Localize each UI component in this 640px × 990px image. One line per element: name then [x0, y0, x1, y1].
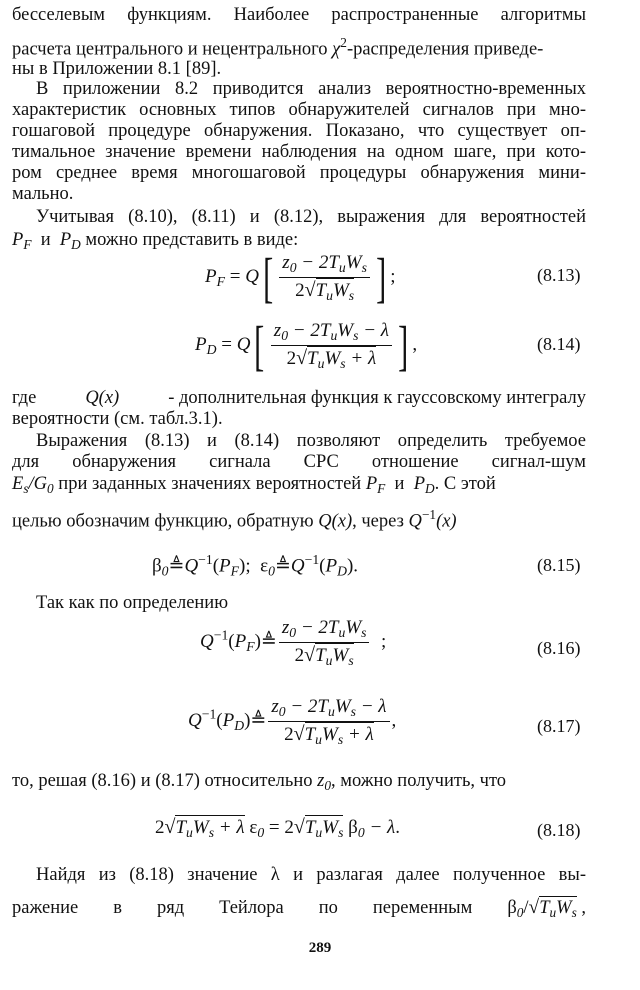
eq14-lhs-sub: D	[206, 342, 217, 357]
pf-sub: F	[23, 236, 32, 252]
beta-symbol: β	[152, 555, 162, 577]
p7-pre: то, решая (8.16) и (8.17) относительно	[12, 771, 313, 791]
p8-word-2: в	[113, 898, 122, 918]
p2-line1: В приложении 8.2 приводится анализ вероятностно-временных	[36, 79, 586, 99]
eq14-plus-lambda: + λ	[345, 347, 377, 369]
p2-line3: гошаговой процедуре обнаружения. Показано, что существует оп-	[12, 121, 586, 141]
eq13-lhs-sub: F	[216, 274, 225, 289]
equation-8-18: $2√T_иW_s + \lambda$ $\varepsilon_0 = 2√T_иW_s$ $\beta_0 - \lambda$.	[155, 816, 400, 841]
p5-line4	[12, 508, 457, 531]
z-symbol: z	[282, 251, 290, 273]
p5-line4-mid: , через	[352, 511, 404, 532]
p1-line3: ны в Приложении 8.1 [89].	[12, 59, 222, 79]
eq17-fraction: $\frac{z_0 - 2T_иW_s - \lambda}{2√T_иW_s + \lambda}$	[268, 697, 389, 747]
chi-symbol: χ	[332, 39, 341, 60]
defeq-2: ≜	[274, 555, 291, 577]
pd-symbol: P	[59, 230, 72, 250]
p8-word-1: ражение	[12, 898, 79, 918]
p8-line1: Найдя из (8.18) значение λ и разлагая далее полученное вы-	[36, 865, 586, 885]
p8-word-5: по	[318, 898, 338, 918]
w-sub: s	[361, 259, 367, 275]
p3-tail: можно представить в виде:	[85, 230, 299, 250]
eq13-num-rest: − 2T	[296, 251, 339, 273]
page-number: 289	[308, 940, 332, 956]
eq16-fraction: $\frac{z_0 - 2T_иW_s}{2√T_иW_s}$	[279, 618, 370, 668]
p2-line4: тимальное значение времени наблюдения на одном шаге, при кото-	[12, 142, 586, 162]
p8-expression: $\beta_0/√T_иW_s$ ,	[507, 897, 586, 920]
p8-tail: ,	[581, 898, 586, 918]
qinv-symbol: Q	[408, 511, 422, 532]
p5-line4-pre: целью обозначим функцию, обратную	[12, 511, 314, 532]
and-word: и	[40, 230, 51, 250]
eq14-lhs: P	[195, 333, 207, 355]
eq13-den-w: W	[332, 279, 349, 301]
eq15-sep: ;	[245, 555, 251, 577]
p2-line2: характеристик основных типов обнаружителей сигналов при мно-	[12, 100, 586, 120]
p5-line3-post: . С этой	[434, 474, 496, 494]
eq15-tail: .	[353, 555, 359, 577]
p7-line1: то, решая (8.16) и (8.17) относительно $z_0$, можно получить, что	[12, 771, 507, 793]
eq14-tail: ,	[412, 333, 418, 355]
w-symbol: W	[345, 251, 362, 273]
eq18-coef-1: 2	[155, 817, 165, 838]
p5-line2: для обнаружения сигнала СРС отношение сигнал-шум	[12, 452, 586, 472]
equation-8-13: $P_F = Q$[ $\frac{z_0 - 2T_иW_s}{2√T_иW_s}$ ] ;	[205, 247, 396, 308]
chi-sup: 2	[340, 35, 347, 50]
eq17-number: (8.17)	[537, 716, 581, 736]
es-sub: s	[23, 480, 29, 496]
eq15-number: (8.15)	[537, 555, 581, 575]
p8-word-4: Тейлора	[219, 898, 284, 918]
p5-line3: $E_s/G_0$ при заданных значениях вероятностей $P_F$ и $P_D$. С этой	[12, 474, 496, 496]
p1-line1: бесселевым функциям. Наиболее распространенные алгоритмы	[12, 5, 586, 25]
eq18-equals: =	[264, 817, 285, 838]
p1-line2-tail: -распределения приведе-	[346, 39, 544, 60]
eq14-func: Q	[236, 333, 251, 355]
p2-line6: мально.	[12, 184, 74, 204]
eq18-number: (8.18)	[537, 820, 581, 840]
p6-line1: Так как по определению	[36, 593, 229, 613]
p3-line2	[12, 231, 298, 251]
p1-line2	[12, 36, 586, 59]
qinv-sup: −1	[421, 507, 437, 522]
eq18-coef-2: 2	[284, 817, 294, 838]
q-of-x: Q(x)	[85, 388, 120, 408]
p4-line2: вероятности (см. табл.3.1).	[12, 409, 223, 429]
eq13-den-w-sub: s	[348, 287, 355, 303]
g0-symbol: G	[33, 474, 48, 494]
p4-post: - дополнительная функция к гауссовскому интегралу	[168, 388, 586, 408]
p4-line1	[12, 389, 586, 408]
z-sub: 0	[289, 259, 297, 275]
p4-pre: где	[12, 388, 37, 408]
eq13-den-t-sub: и	[326, 287, 333, 303]
eq13-tail: ;	[390, 265, 396, 287]
p1-line2-text: расчета центрального и нецентрального	[12, 39, 328, 60]
defeq-1: ≜	[168, 555, 185, 577]
p8-word-3: ряд	[156, 898, 185, 918]
p7-post: , можно получить, что	[330, 771, 507, 791]
pf-symbol: P	[12, 230, 24, 250]
t-sub: и	[338, 259, 346, 275]
eq13-number: (8.13)	[537, 265, 581, 285]
eq13-fraction: $\frac{z_0 - 2T_иW_s}{2√T_иW_s}$	[279, 253, 370, 303]
eq17-tail: ,	[391, 710, 397, 732]
pd-sub: D	[71, 236, 81, 252]
equation-8-15: $\beta_0≜Q^{-1}(P_F)$; $\varepsilon_0≜Q^{-1}(P_D)$.	[152, 552, 359, 579]
equation-8-14: $P_D = Q$[ $\frac{z_0 - 2T_иW_s - \lambda}{2√T_иW_s + \lambda}$ ] ,	[195, 315, 418, 376]
p8-line2	[12, 898, 586, 919]
p5-line1: Выражения (8.13) и (8.14) позволяют определить требуемое	[36, 431, 586, 451]
eq14-number: (8.14)	[537, 334, 581, 354]
p5-and: и	[394, 474, 405, 494]
eq13-lhs: P	[205, 265, 217, 287]
equation-8-16: $Q^{-1}(P_F)≜$ $\frac{z_0 - 2T_иW_s}{2√T_иW_s}$ ;	[200, 617, 387, 668]
eq16-number: (8.16)	[537, 638, 581, 658]
equation-8-17: $Q^{-1}(P_D)≜$ $\frac{z_0 - 2T_иW_s - \lambda}{2√T_иW_s + \lambda}$ ,	[188, 696, 397, 747]
eq13-den-coef: 2	[295, 279, 305, 301]
eq16-tail: ;	[380, 631, 387, 653]
eq14-minus-lambda: − λ	[358, 319, 389, 341]
g0-sub: 0	[47, 480, 54, 496]
eq14-fraction: $\frac{z_0 - 2T_иW_s - \lambda}{2√T_иW_s + \lambda}$	[271, 321, 392, 371]
p3-line1: Учитывая (8.10), (8.11) и (8.12), выражения для вероятностей	[36, 207, 586, 227]
qinv-arg: (x)	[436, 511, 457, 532]
eq18-minus-lambda: − λ	[364, 817, 396, 838]
eps-symbol: ε	[260, 555, 269, 577]
p5-q-of-x: Q(x)	[318, 511, 353, 532]
p5-line3-mid: при заданных значениях вероятностей	[58, 474, 362, 494]
eq13-func: Q	[245, 265, 259, 287]
p2-line5: ром среднее время многошаговой процедуры обнаружения мини-	[12, 163, 586, 183]
p8-word-6: переменным	[372, 898, 473, 918]
es-symbol: E	[12, 474, 24, 494]
eq18-tail: .	[395, 817, 400, 838]
